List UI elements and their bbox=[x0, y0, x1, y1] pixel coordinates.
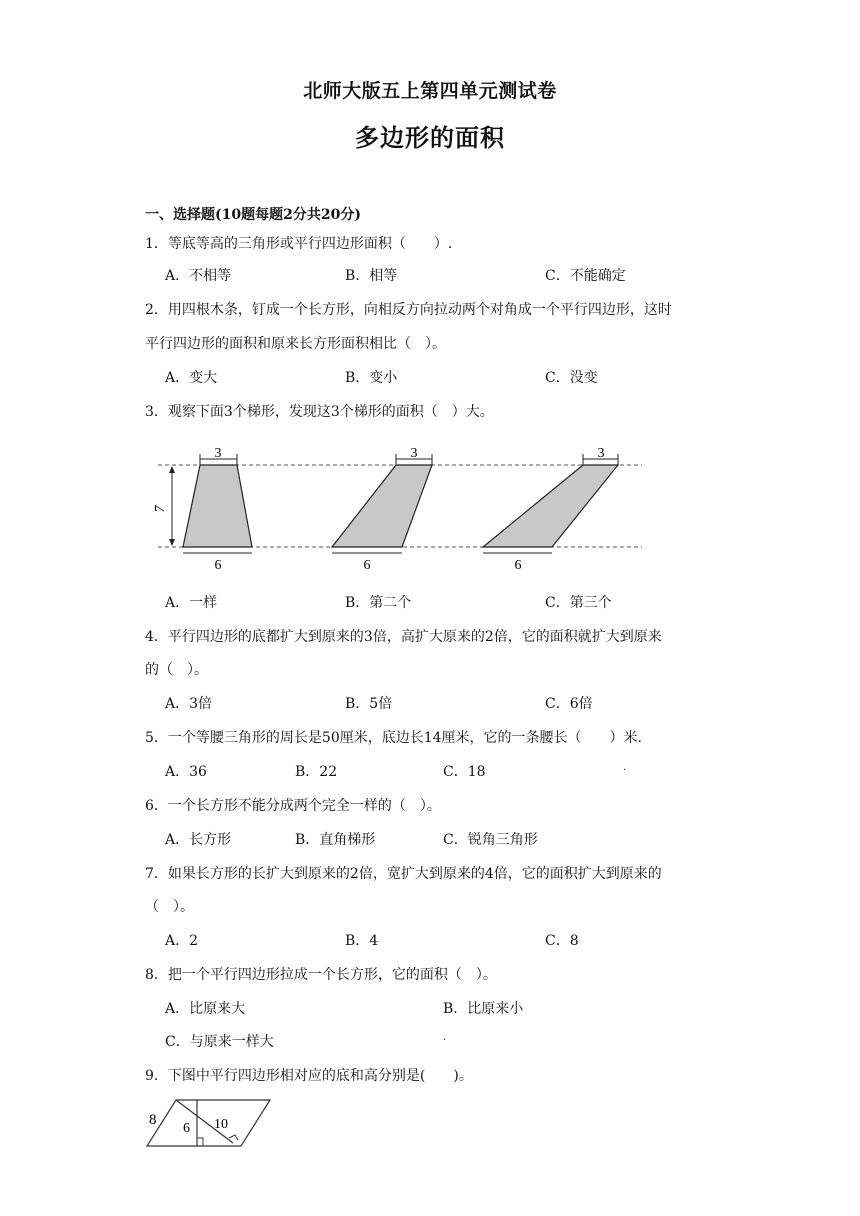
q5-mark: . bbox=[623, 762, 627, 773]
height-label: 7 bbox=[153, 505, 168, 513]
trapezoid-1 bbox=[183, 465, 252, 547]
question-2-line2: 平行四边形的面积和原来长方形面积相比（ ）。 bbox=[145, 336, 446, 352]
parallelogram bbox=[147, 1100, 270, 1146]
side-label: 8 bbox=[149, 1112, 157, 1128]
q8-option-b[interactable]: B．比原来小 bbox=[443, 1001, 524, 1017]
q1-option-c[interactable]: C．不能确定 bbox=[545, 268, 626, 284]
q7-option-c[interactable]: C．8 bbox=[545, 933, 579, 949]
q1-option-a[interactable]: A．不相等 bbox=[165, 268, 232, 284]
question-4-line2: 的（ ）。 bbox=[145, 662, 208, 678]
question-9: 9．下图中平行四边形相对应的底和高分别是( )。 bbox=[145, 1068, 473, 1084]
page-title: 北师大版五上第四单元测试卷 bbox=[303, 80, 557, 102]
q5-option-a[interactable]: A．36 bbox=[165, 764, 207, 780]
q7-option-a[interactable]: A．2 bbox=[165, 933, 199, 949]
question-1: 1．等底等高的三角形或平行四边形面积（ ）. bbox=[145, 236, 453, 252]
parallelogram-figure bbox=[140, 1094, 280, 1154]
q8-mark: . bbox=[443, 1032, 447, 1043]
q8-option-a[interactable]: A．比原来大 bbox=[165, 1001, 246, 1017]
question-2-line1: 2．用四根木条，钉成一个长方形，向相反方向拉动两个对角成一个平行四边形，这时 bbox=[145, 302, 672, 318]
question-4-line1: 4．平行四边形的底都扩大到原来的3倍，高扩大原来的2倍，它的面积就扩大到原来 bbox=[145, 629, 662, 645]
q2-option-b[interactable]: B．变小 bbox=[345, 370, 398, 386]
q6-option-c[interactable]: C．锐角三角形 bbox=[443, 832, 538, 848]
height-label-6: 6 bbox=[183, 1121, 190, 1136]
q2-option-a[interactable]: A．变大 bbox=[165, 370, 218, 386]
q3-option-c[interactable]: C．第三个 bbox=[545, 595, 612, 611]
q4-option-b[interactable]: B．5倍 bbox=[345, 696, 393, 712]
trapezoid-3 bbox=[483, 465, 618, 547]
trapezoids-figure bbox=[150, 437, 650, 577]
question-5: 5．一个等腰三角形的周长是50厘米，底边长14厘米，它的一条腰长（ ）米. bbox=[145, 730, 642, 746]
question-6: 6．一个长方形不能分成两个完全一样的（ ）。 bbox=[145, 798, 441, 814]
trapezoid-2-top-label: 3 bbox=[410, 446, 418, 461]
q5-option-b[interactable]: B．22 bbox=[295, 764, 338, 780]
trapezoid-1-top-label: 3 bbox=[214, 446, 222, 461]
question-3: 3．观察下面3个梯形，发现这3个梯形的面积（ ）大。 bbox=[145, 404, 494, 420]
diag-label: 10 bbox=[214, 1117, 228, 1132]
q4-option-a[interactable]: A．3倍 bbox=[165, 696, 213, 712]
q7-option-b[interactable]: B．4 bbox=[345, 933, 379, 949]
q1-option-b[interactable]: B．相等 bbox=[345, 268, 398, 284]
q4-option-c[interactable]: C．6倍 bbox=[545, 696, 593, 712]
q6-option-b[interactable]: B．直角梯形 bbox=[295, 832, 376, 848]
q3-option-b[interactable]: B．第二个 bbox=[345, 595, 412, 611]
page-subtitle: 多边形的面积 bbox=[355, 123, 505, 152]
trapezoid-2-bottom-label: 6 bbox=[363, 558, 371, 573]
q2-option-c[interactable]: C．没变 bbox=[545, 370, 598, 386]
q6-option-a[interactable]: A．长方形 bbox=[165, 832, 232, 848]
trapezoid-3-top-label: 3 bbox=[597, 446, 605, 461]
q5-option-c[interactable]: C．18 bbox=[443, 764, 486, 780]
trapezoid-3-bottom-label: 6 bbox=[514, 558, 522, 573]
q3-option-a[interactable]: A．一样 bbox=[165, 595, 218, 611]
question-8: 8．把一个平行四边形拉成一个长方形，它的面积（ ）。 bbox=[145, 967, 497, 983]
trapezoid-2 bbox=[332, 465, 432, 547]
question-7-line1: 7．如果长方形的长扩大到原来的2倍，宽扩大到原来的4倍，它的面积扩大到原来的 bbox=[145, 866, 662, 882]
trapezoid-1-bottom-label: 6 bbox=[214, 558, 222, 573]
section-heading: 一、选择题(10题每题2分共20分) bbox=[145, 207, 361, 223]
q8-option-c[interactable]: C．与原来一样大 bbox=[165, 1034, 274, 1050]
question-7-line2: （ ）。 bbox=[145, 899, 194, 915]
